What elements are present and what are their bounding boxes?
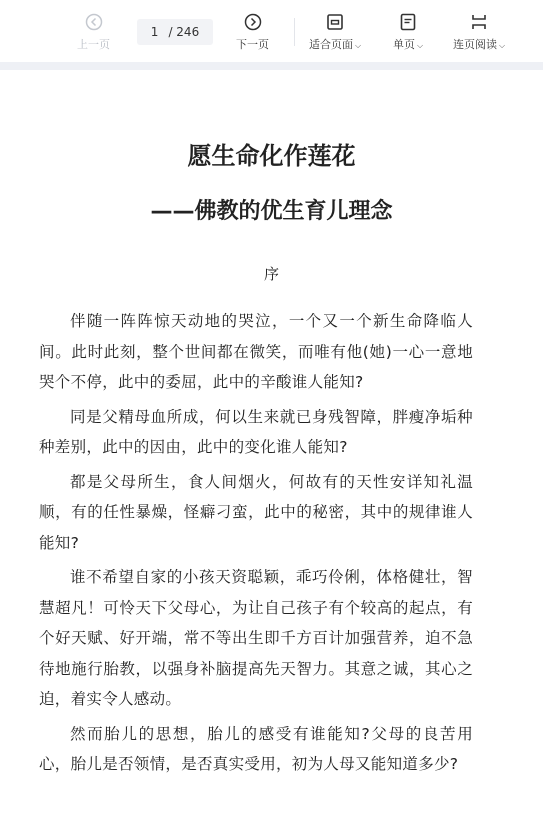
paragraph: 然而胎儿的思想，胎儿的感受有谁能知?父母的良苦用心，胎儿是否领情，是否真实受用，初为人母又能知道多少? (39, 724, 473, 773)
next-page-label: 下一页 (236, 38, 269, 51)
single-page-label: 单页 (393, 38, 415, 51)
single-page-icon (398, 12, 418, 32)
chevron-right-circle-icon (243, 12, 263, 32)
section-heading: 序 (263, 265, 279, 283)
fit-page-dropdown[interactable] (309, 12, 361, 52)
single-page-dropdown[interactable] (393, 12, 423, 52)
total-pages: / 246 (168, 25, 200, 39)
reader-toolbar (0, 0, 543, 62)
document-subtitle: ——佛教的优生育儿理念 (150, 199, 393, 224)
chevron-left-circle-icon (84, 12, 104, 32)
paragraph: 伴随一阵阵惊天动地的哭泣，一个又一个新生命降临人间。此时此刻，整个世间都在微笑，而唯有他(她)一心一意地哭个不停，此中的委屈，此中的辛酸谁人能知? (39, 312, 473, 391)
page-number-input[interactable] (137, 19, 213, 45)
current-page: 1 (150, 25, 159, 39)
chevron-down-icon: ⌵ (355, 41, 362, 50)
prev-page-label: 上一页 (77, 38, 110, 51)
chevron-down-icon: ⌵ (417, 41, 424, 50)
paragraph: 同是父精母血所成，何以生来就已身残智障，胖瘦净垢种种差别，此中的因由，此中的变化谁人能知? (39, 407, 473, 456)
prev-page-button[interactable] (77, 12, 110, 52)
chevron-down-icon: ⌵ (499, 41, 506, 50)
continuous-page-icon (469, 12, 489, 32)
toolbar-separator (0, 62, 543, 70)
fit-page-label: 适合页面 (309, 38, 353, 51)
document-page (0, 70, 543, 832)
toolbar-divider (294, 18, 295, 46)
body-text (39, 306, 473, 780)
continuous-reading-label: 连页阅读 (453, 38, 497, 51)
continuous-reading-dropdown[interactable] (453, 12, 505, 52)
fit-page-icon (325, 12, 345, 32)
document-title: 愿生命化作莲花 (187, 142, 356, 170)
paragraph: 谁不希望自家的小孩天资聪颖，乖巧伶俐，体格健壮，智慧超凡！可怜天下父母心，为让自己孩子有个较高的起点，有个好天赋、好开端，常不等出生即千方百计加强营养，迫不急待地施行胎教，以强身补脑提高先天智力。其意之诚，其心之迫，着实令人感动。 (39, 568, 473, 708)
paragraph: 都是父母所生，食人间烟火，何故有的天性安详知礼温顺，有的任性暴燥，怪癖刁蛮，此中的秘密，其中的规律谁人能知? (39, 472, 473, 552)
next-page-button[interactable] (236, 12, 269, 52)
